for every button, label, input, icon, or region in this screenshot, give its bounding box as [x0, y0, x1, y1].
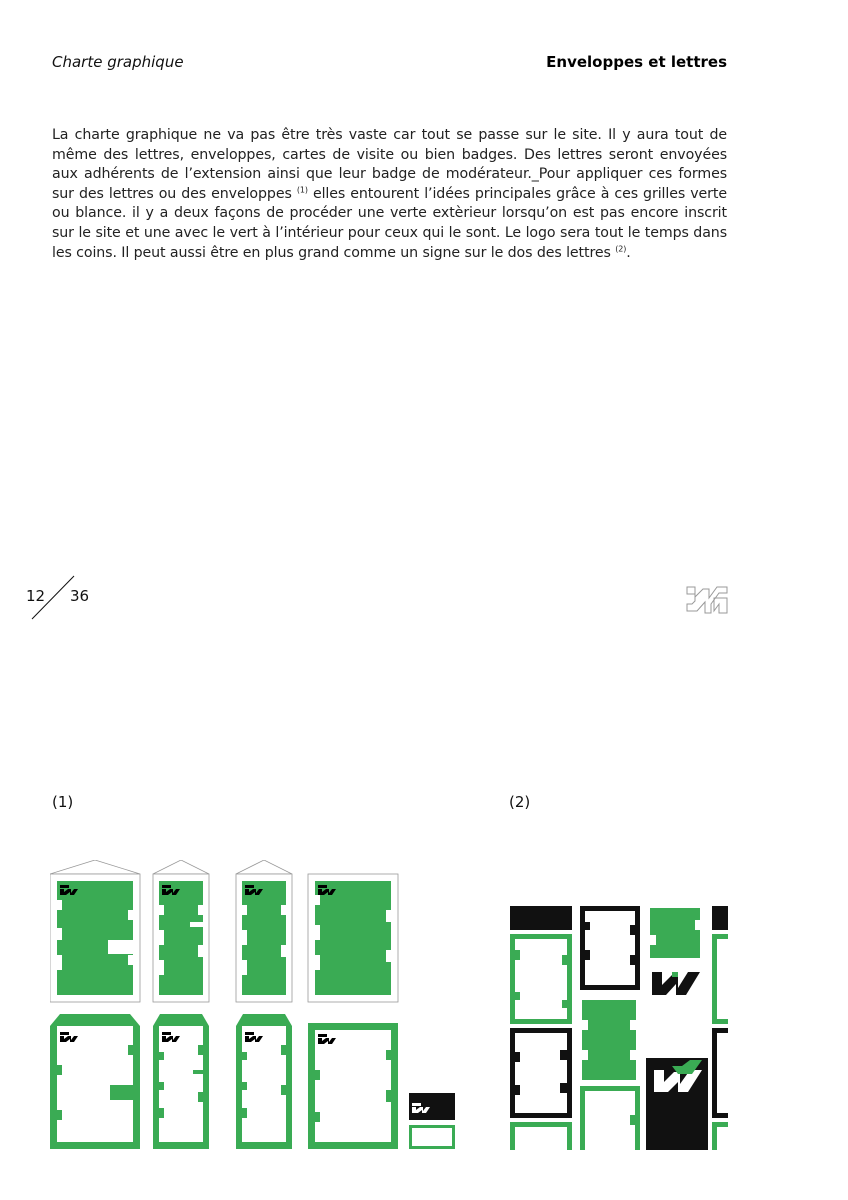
page-current: 12 [26, 587, 46, 605]
letter-frame-4 [308, 1023, 398, 1149]
body-part-2: elles entourent l’idées principales grâce à ces grilles verte ou blance. il y a deux façons de procéder une verte extèrieur lorsqu’on est pas encore inscrit sur le site et une avec le vert à l’intérieur pour ceux qui le sont. Le logo sera tout le temps dans les coins. Il peut aussi être en plus grand comme un signe sur le dos des lettres [52, 185, 727, 261]
body-part-1: La charte graphique ne va pas être très vaste car tout se passe sur le site. Il y aura tout de même des lettres, enveloppes, cartes de visite ou bien badges. Des lettres seront envoyées aux adhérents de l’extension ainsi que leur badge de modérateur._Pour appliquer ces formes sur des lettres ou des enveloppes [52, 127, 727, 202]
reference-1: (1) [296, 185, 308, 195]
mosaic-black-card [646, 1058, 708, 1150]
body-end: . [626, 244, 631, 261]
mosaic-black-frame-1 [510, 1028, 572, 1118]
letter-green-4 [308, 874, 398, 1002]
mosaic-black-frame-3 [712, 1028, 728, 1118]
mosaic-logo-large [652, 972, 700, 995]
body-text [52, 126, 727, 263]
mosaic-green-solid [582, 1000, 636, 1080]
page-total: 36 [70, 587, 90, 605]
envelope-frame-2 [153, 1014, 209, 1149]
figure-2-label: (2) [509, 793, 531, 811]
zigzag-logo-outline-icon [686, 584, 728, 616]
envelope-green-3 [236, 860, 292, 1002]
header-title: Enveloppes et lettres [546, 53, 727, 71]
mosaic-green-frame-1 [510, 934, 572, 1024]
mosaic-black-frame-2 [580, 906, 640, 990]
mosaic-green-frame-3 [580, 1086, 640, 1150]
page-number [24, 575, 94, 621]
figure-1-envelopes [50, 860, 460, 1152]
envelope-frame-1 [50, 1014, 140, 1149]
figure-2-mosaic [510, 900, 728, 1150]
envelope-frame-3 [236, 1014, 292, 1149]
mosaic-green-frame-5 [712, 1122, 728, 1150]
mosaic-green-frame-4 [712, 934, 728, 1024]
business-cards [409, 1093, 455, 1149]
mosaic-green-block [650, 908, 700, 958]
header-section: Charte graphique [52, 53, 184, 71]
mosaic-green-frame-2 [510, 1122, 572, 1150]
figure-1-label: (1) [52, 793, 74, 811]
reference-2: (2) [615, 243, 627, 253]
envelope-green-2 [153, 860, 209, 1002]
envelope-green-1 [50, 860, 140, 1002]
